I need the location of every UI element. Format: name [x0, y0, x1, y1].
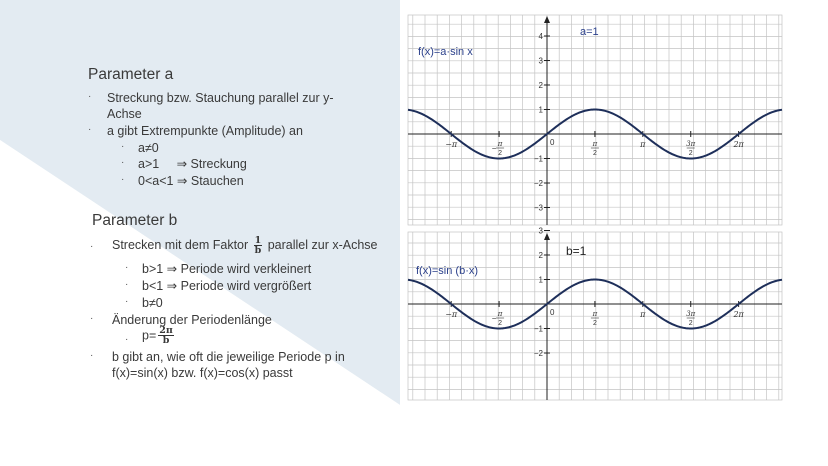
period-prefix: p= [142, 328, 157, 343]
param-b-sub-2: b<1 ⇒ Periode wird vergrößert [142, 279, 312, 293]
y-tick-label: 2 [538, 81, 543, 90]
param-a-sub-3: 0<a<1 ⇒ Stauchen [138, 174, 244, 188]
x-tick-label-num: π [497, 140, 503, 148]
bullet: · [90, 313, 94, 324]
param-b-sub-1: b>1 ⇒ Periode wird verkleinert [142, 262, 312, 276]
x-tick-label: −π [445, 140, 458, 149]
y-tick-label: 2 [538, 251, 543, 260]
param-b-sub-3: b≠0 [142, 296, 163, 310]
fraction-1-over-b: $\frac{1}{b}$ [254, 235, 262, 256]
x-tick-label: −π [445, 310, 458, 319]
y-tick-label: 4 [538, 32, 543, 41]
origin-label: 0 [550, 138, 555, 147]
y-tick-label: −3 [533, 203, 543, 213]
param-b-item-3-cont: f(x)=sin(x) bzw. f(x)=cos(x) passt [112, 366, 293, 380]
function-label: f(x)=a·sin x [418, 46, 473, 58]
param-b-item-3: b gibt an, wie oft die jeweilige Periode p in [112, 350, 345, 364]
bullet: · [121, 157, 125, 168]
parameter-a-heading: Parameter a [88, 66, 174, 83]
x-tick-label: π [640, 140, 646, 149]
param-a-item-2: a gibt Extrempunkte (Amplitude) an [107, 124, 303, 138]
fraction-2pi-over-b: $\frac{2\pi}{b}$ [159, 325, 173, 346]
param-a-item-1-cont: Achse [107, 107, 142, 121]
x-tick-label-num: 3π [686, 310, 696, 318]
y-tick-label: −1 [533, 324, 543, 334]
y-tick-label: 3 [538, 56, 543, 66]
x-tick-label-den: 2 [592, 150, 597, 157]
y-tick-label: −2 [533, 349, 543, 358]
x-tick-label: 2π [733, 140, 744, 149]
bullet: · [125, 262, 129, 273]
x-tick-label-den: 2 [688, 150, 693, 157]
function-label: f(x)=sin (b·x) [416, 265, 479, 277]
x-tick-label-den: 2 [688, 320, 693, 327]
bullet: · [88, 91, 92, 102]
bullet: · [90, 241, 94, 252]
y-axis-arrow [544, 233, 550, 240]
param-b-item-1-post: parallel zur x-Achse [264, 237, 378, 252]
x-tick-minus: − [491, 314, 497, 323]
parameter-label: a=1 [580, 26, 599, 38]
y-tick-label: 3 [538, 226, 543, 236]
param-b-item-1 [112, 236, 378, 255]
bullet: · [125, 334, 129, 345]
x-tick-minus: − [491, 144, 497, 153]
y-tick-label: 1 [538, 275, 543, 285]
x-tick-label: π [640, 310, 646, 319]
y-tick-label: −1 [533, 154, 543, 164]
param-a-sub-1: a≠0 [138, 141, 159, 155]
bullet: · [121, 141, 125, 152]
x-tick-label-num: π [592, 310, 598, 318]
bullet: · [88, 124, 92, 135]
x-tick-label-num: π [592, 140, 598, 148]
sine-graph-a [408, 15, 782, 225]
x-tick-label-num: 3π [686, 140, 696, 148]
origin-label: 0 [550, 308, 555, 317]
param-b-period [142, 326, 176, 345]
x-tick-label: 2π [733, 310, 744, 319]
bullet: · [125, 279, 129, 290]
parameter-b-heading: Parameter b [92, 212, 178, 229]
bullet: · [125, 296, 129, 307]
y-axis-arrow [544, 16, 550, 23]
param-b-item-1-pre: Strecken mit dem Faktor [112, 237, 252, 252]
param-a-item-1: Streckung bzw. Stauchung parallel zur y- [107, 91, 334, 105]
param-b-item-2: Änderung der Periodenlänge [112, 313, 272, 327]
bullet: · [90, 350, 94, 361]
sine-graph-b [408, 226, 782, 400]
y-tick-label: 1 [538, 105, 543, 115]
x-tick-label-den: 2 [498, 320, 503, 327]
x-tick-label-den: 2 [592, 320, 597, 327]
y-tick-label: −2 [533, 179, 543, 188]
x-tick-label-den: 2 [498, 150, 503, 157]
x-tick-label-num: π [497, 310, 503, 318]
bullet: · [121, 174, 125, 185]
param-a-sub-2: a>1 ⇒ Streckung [138, 157, 247, 171]
parameter-label: b=1 [566, 244, 587, 258]
